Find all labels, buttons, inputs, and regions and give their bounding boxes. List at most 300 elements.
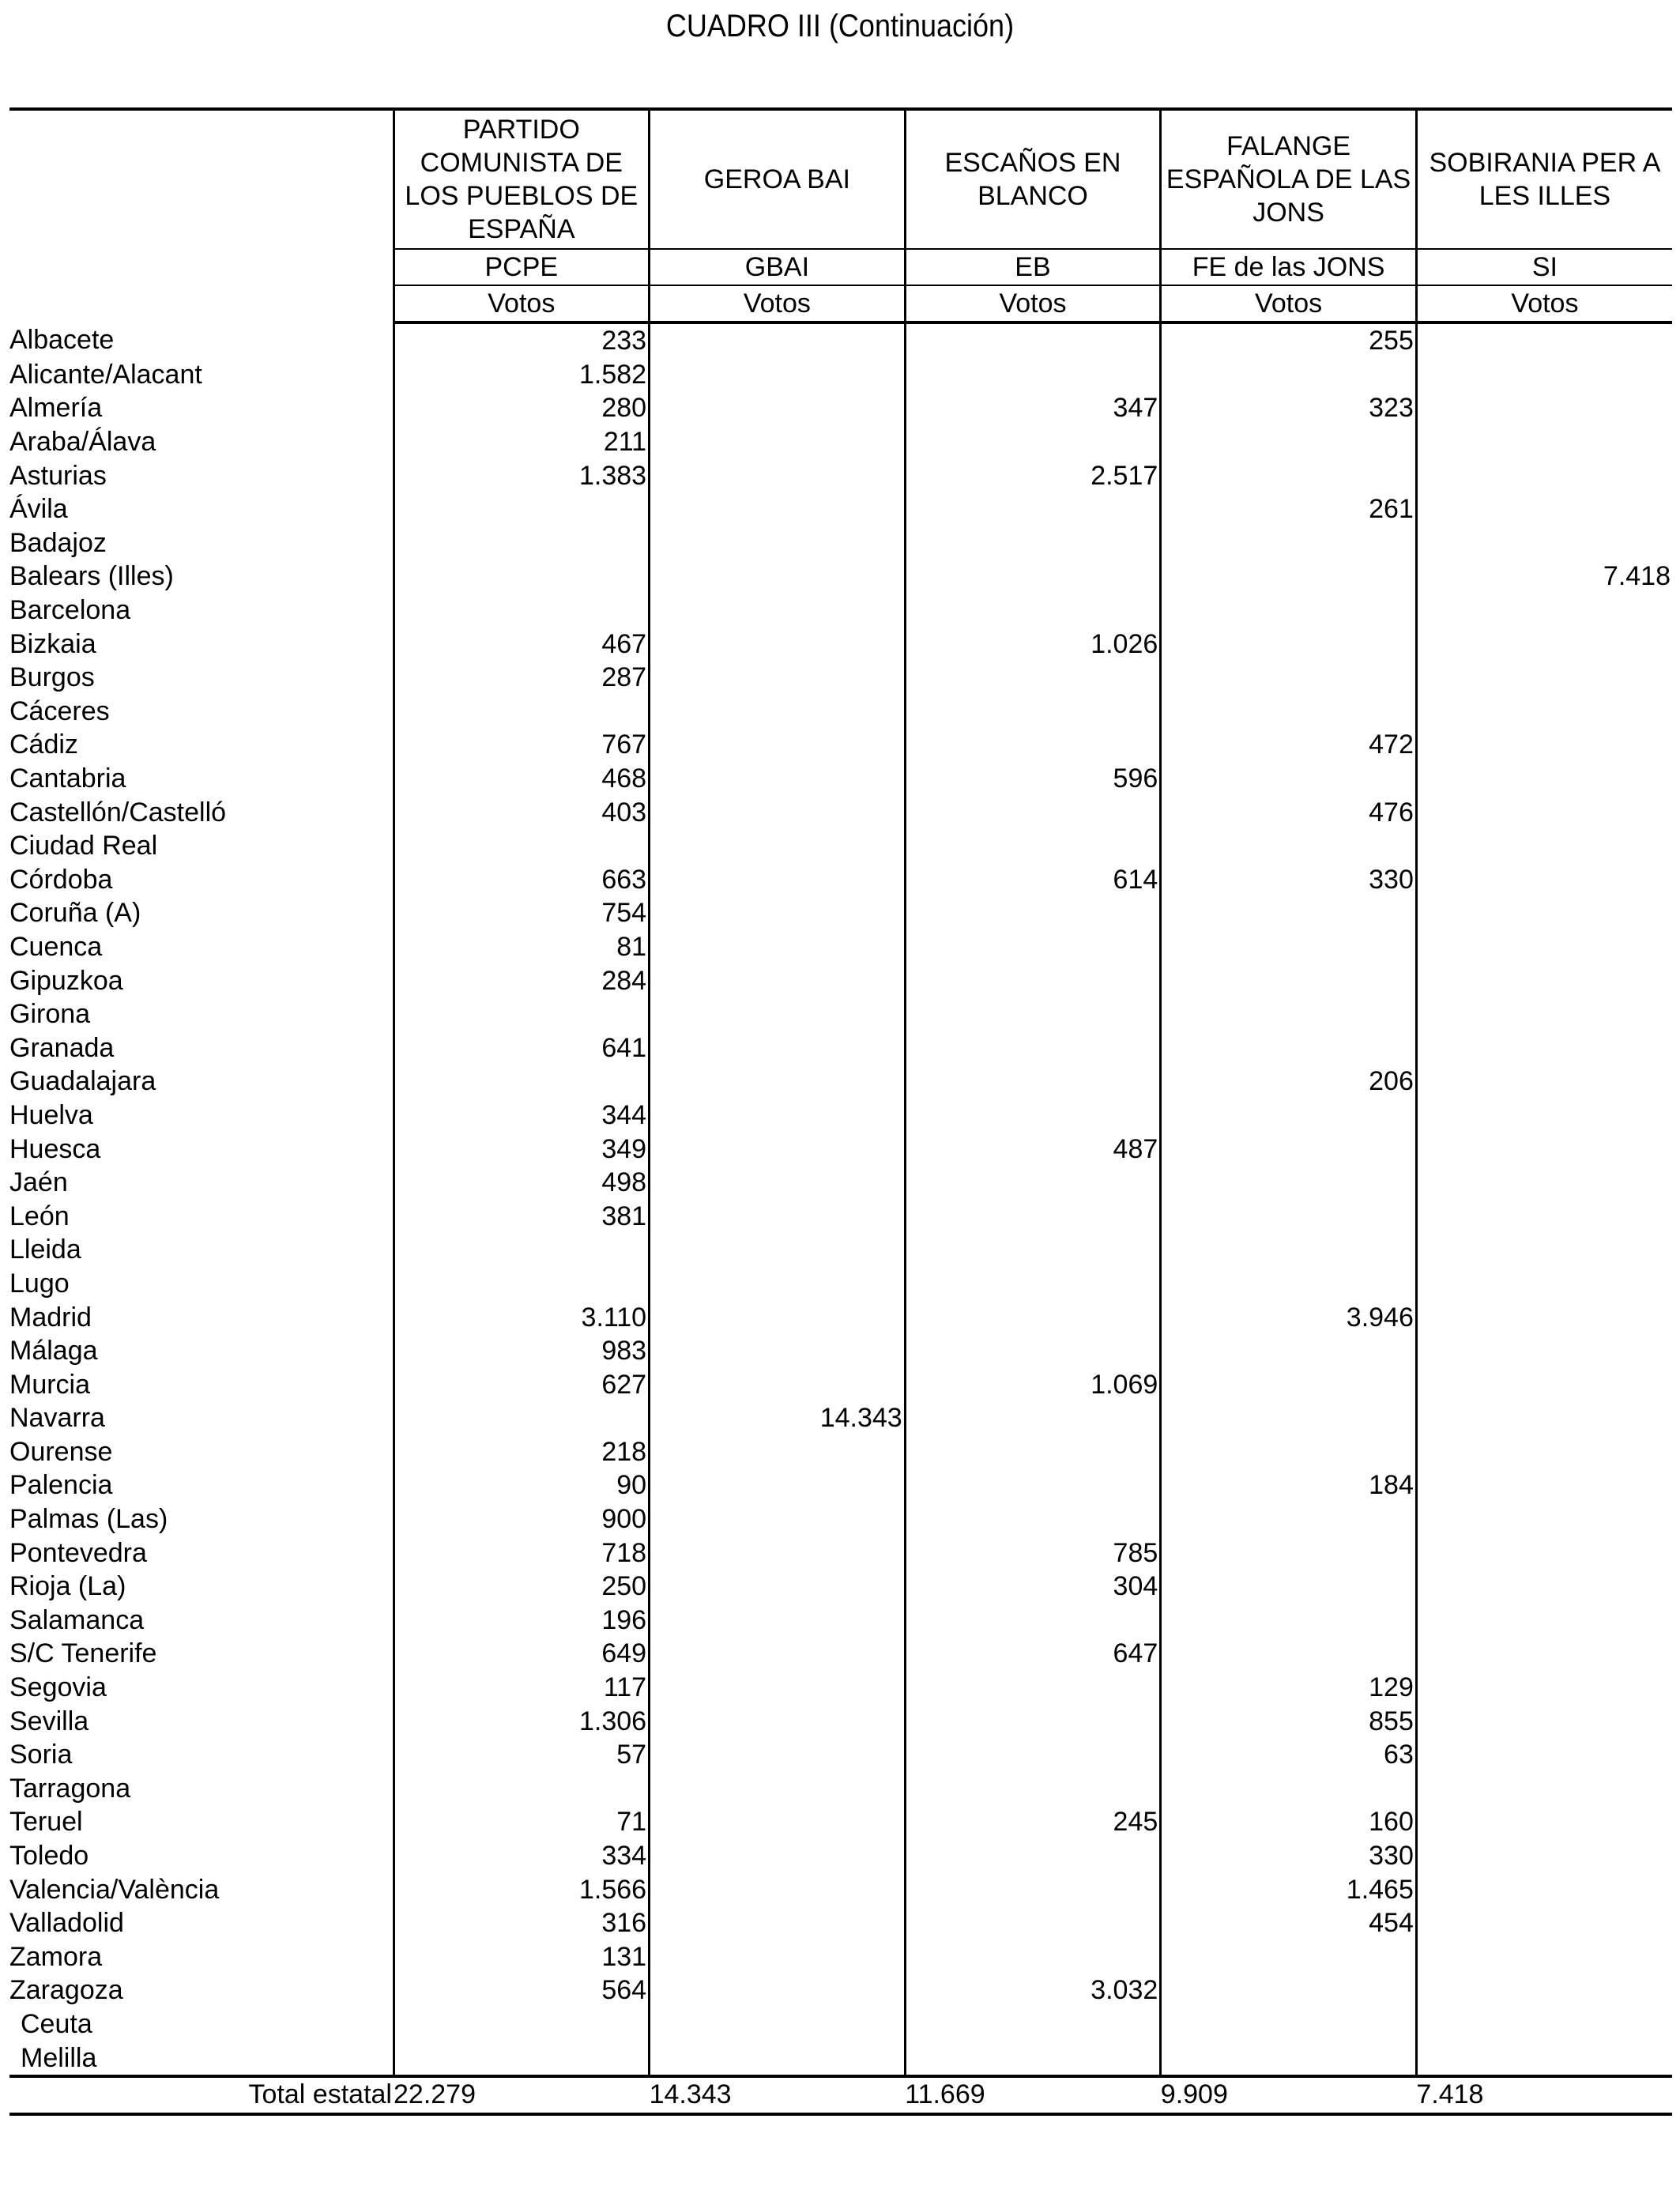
province-name: Melilla <box>21 2042 97 2073</box>
vote-cell: 206 <box>1161 1065 1417 1099</box>
vote-cell: 3.946 <box>1161 1300 1417 1334</box>
vote-cell <box>1161 627 1417 661</box>
total-label: Total estatal <box>9 2076 394 2114</box>
vote-cell <box>1161 358 1417 392</box>
vote-cell <box>1161 762 1417 796</box>
table-row <box>9 1267 1672 1301</box>
vote-cell <box>650 997 906 1031</box>
vote-cell <box>650 896 906 930</box>
vote-cell <box>394 560 650 594</box>
vote-cell <box>1161 1570 1417 1604</box>
vote-cell: 184 <box>1161 1468 1417 1502</box>
province-name: León <box>9 1201 70 1231</box>
province-name: Lugo <box>9 1268 70 1299</box>
vote-cell <box>650 1233 906 1267</box>
table-row <box>9 1031 1672 1065</box>
vote-cell <box>650 1671 906 1705</box>
table-row <box>9 358 1672 392</box>
vote-cell: 323 <box>1161 391 1417 425</box>
vote-cell: 649 <box>394 1637 650 1671</box>
vote-cell <box>650 1367 906 1401</box>
vote-cell: 641 <box>394 1031 650 1065</box>
province-name: Almería <box>9 393 103 424</box>
vote-cell: 403 <box>394 795 650 829</box>
vote-cell <box>1161 1334 1417 1368</box>
table-row <box>9 1435 1672 1469</box>
vote-cell: 347 <box>905 391 1161 425</box>
vote-cell <box>905 963 1161 997</box>
table-row <box>9 1536 1672 1570</box>
vote-cell <box>1161 458 1417 492</box>
province-name: Soria <box>9 1740 73 1770</box>
vote-cell <box>905 526 1161 560</box>
table-row <box>9 795 1672 829</box>
vote-cell: 564 <box>394 1973 650 2007</box>
vote-cell: 1.566 <box>394 1872 650 1906</box>
vote-cell <box>1161 1166 1417 1200</box>
vote-cell <box>1416 1671 1672 1705</box>
vote-cell <box>1161 896 1417 930</box>
vote-cell <box>650 526 906 560</box>
table-row <box>9 1704 1672 1738</box>
vote-cell: 287 <box>394 661 650 695</box>
vote-cell <box>1416 1334 1672 1368</box>
vote-cell <box>394 1267 650 1301</box>
province-name: Ceuta <box>21 2008 92 2039</box>
vote-cell <box>1161 695 1417 729</box>
table-row <box>9 594 1672 628</box>
vote-cell <box>905 1906 1161 1940</box>
vote-cell <box>394 2041 650 2076</box>
vote-cell <box>650 1300 906 1334</box>
vote-cell <box>1161 930 1417 964</box>
vote-cell <box>1161 526 1417 560</box>
vote-cell <box>1416 829 1672 863</box>
vote-cell <box>650 1099 906 1133</box>
vote-cell: 983 <box>394 1334 650 1368</box>
province-name: Balears (Illes) <box>9 561 174 592</box>
vote-cell <box>1161 1233 1417 1267</box>
table-row <box>9 1973 1672 2007</box>
vote-cell <box>1416 492 1672 526</box>
vote-cell: 487 <box>905 1132 1161 1166</box>
vote-cell <box>905 1839 1161 1873</box>
vote-cell: 280 <box>394 391 650 425</box>
vote-cell <box>1416 1839 1672 1873</box>
table-row <box>9 322 1672 358</box>
vote-cell <box>650 1536 906 1570</box>
vote-cell <box>1416 1132 1672 1166</box>
vote-cell <box>650 425 906 459</box>
vote-cell <box>1416 896 1672 930</box>
header-stub <box>9 109 394 249</box>
province-name: Córdoba <box>9 864 113 895</box>
vote-cell <box>1416 1065 1672 1099</box>
vote-cell: 90 <box>394 1468 650 1502</box>
vote-cell: 627 <box>394 1367 650 1401</box>
party-name-header: FALANGE ESPAÑOLA DE LAS JONS <box>1161 109 1417 249</box>
vote-cell: 117 <box>394 1671 650 1705</box>
vote-cell: 330 <box>1161 863 1417 897</box>
table-row <box>9 1099 1672 1133</box>
province-name: Granada <box>9 1032 115 1063</box>
vote-cell <box>905 560 1161 594</box>
province-name: Zaragoza <box>9 1975 123 2006</box>
table-row <box>9 1065 1672 1099</box>
table-row <box>9 896 1672 930</box>
vote-cell <box>1161 661 1417 695</box>
vote-cell: 233 <box>394 322 650 358</box>
vote-cell: 245 <box>905 1805 1161 1839</box>
vote-cell <box>650 1267 906 1301</box>
vote-cell <box>650 1839 906 1873</box>
vote-cell <box>905 1401 1161 1435</box>
vote-cell: 1.582 <box>394 358 650 392</box>
vote-cell: 614 <box>905 863 1161 897</box>
table-row <box>9 997 1672 1031</box>
vote-cell: 472 <box>1161 728 1417 762</box>
vote-cell: 57 <box>394 1738 650 1772</box>
province-name: Huelva <box>9 1099 93 1130</box>
vote-cell <box>1161 1536 1417 1570</box>
vote-cell <box>1161 2007 1417 2041</box>
vote-cell <box>1161 1637 1417 1671</box>
table-row <box>9 458 1672 492</box>
vote-cell <box>650 1772 906 1806</box>
province-name: Cáceres <box>9 696 110 726</box>
vote-cell <box>650 795 906 829</box>
table-row <box>9 963 1672 997</box>
vote-cell <box>905 728 1161 762</box>
province-name: Guadalajara <box>9 1066 156 1097</box>
unit-header-row <box>9 285 1672 322</box>
table-row <box>9 1468 1672 1502</box>
vote-cell <box>650 594 906 628</box>
vote-cell <box>1161 1367 1417 1401</box>
party-name-header: SOBIRANIA PER A LES ILLES <box>1416 109 1672 249</box>
vote-cell <box>650 492 906 526</box>
party-abbr-header: FE de las JONS <box>1161 249 1417 285</box>
vote-cell <box>905 1872 1161 1906</box>
vote-cell <box>650 1637 906 1671</box>
vote-cell <box>1416 391 1672 425</box>
table-row <box>9 1772 1672 1806</box>
vote-cell <box>1416 1906 1672 1940</box>
vote-cell <box>394 492 650 526</box>
vote-cell: 304 <box>905 1570 1161 1604</box>
vote-cell <box>394 829 650 863</box>
vote-cell <box>1416 425 1672 459</box>
vote-cell: 454 <box>1161 1906 1417 1940</box>
vote-cell <box>650 930 906 964</box>
table-row <box>9 425 1672 459</box>
vote-cell <box>905 930 1161 964</box>
vote-cell <box>1161 829 1417 863</box>
table-row <box>9 930 1672 964</box>
vote-cell <box>650 1031 906 1065</box>
province-name: Zamora <box>9 1941 103 1972</box>
vote-cell <box>1161 1772 1417 1806</box>
vote-cell <box>905 1468 1161 1502</box>
vote-cell <box>1416 1805 1672 1839</box>
province-name: Salamanca <box>9 1604 145 1635</box>
vote-cell <box>1161 594 1417 628</box>
vote-cell <box>1416 1401 1672 1435</box>
vote-cell: 767 <box>394 728 650 762</box>
vote-cell <box>1161 425 1417 459</box>
province-name: Girona <box>9 999 91 1030</box>
vote-cell <box>1416 2041 1672 2076</box>
table-body <box>9 322 1672 2076</box>
vote-cell: 900 <box>394 1502 650 1536</box>
vote-cell <box>1416 661 1672 695</box>
table-row <box>9 1233 1672 1267</box>
vote-cell <box>650 829 906 863</box>
vote-cell: 211 <box>394 425 650 459</box>
vote-cell <box>905 1772 1161 1806</box>
total-row <box>9 2076 1672 2114</box>
province-name: Tarragona <box>9 1773 131 1804</box>
table-row <box>9 2041 1672 2076</box>
table-row <box>9 1334 1672 1368</box>
unit-header: Votos <box>905 285 1161 322</box>
party-abbr-header: PCPE <box>394 249 650 285</box>
vote-cell: 160 <box>1161 1805 1417 1839</box>
table-row <box>9 1940 1672 1974</box>
table-row <box>9 1872 1672 1906</box>
table-row <box>9 1300 1672 1334</box>
vote-cell <box>1416 795 1672 829</box>
vote-cell <box>650 1805 906 1839</box>
vote-cell: 330 <box>1161 1839 1417 1873</box>
table-row <box>9 1637 1672 1671</box>
table-row <box>9 1367 1672 1401</box>
vote-cell: 381 <box>394 1199 650 1233</box>
province-name: Cádiz <box>9 729 78 760</box>
province-name: Ourense <box>9 1436 113 1467</box>
vote-cell: 14.343 <box>650 1401 906 1435</box>
vote-cell: 71 <box>394 1805 650 1839</box>
vote-cell <box>905 594 1161 628</box>
vote-cell <box>650 358 906 392</box>
province-name: Barcelona <box>9 595 131 626</box>
vote-cell: 344 <box>394 1099 650 1133</box>
vote-cell <box>905 1099 1161 1133</box>
party-name-header-row <box>9 109 1672 249</box>
vote-cell: 349 <box>394 1132 650 1166</box>
vote-cell <box>650 1065 906 1099</box>
vote-cell <box>905 661 1161 695</box>
province-name: Navarra <box>9 1403 105 1434</box>
vote-cell <box>1416 728 1672 762</box>
vote-cell <box>1416 1435 1672 1469</box>
table-row <box>9 1166 1672 1200</box>
province-name: Sevilla <box>9 1706 89 1736</box>
vote-cell <box>650 1502 906 1536</box>
vote-cell <box>905 1604 1161 1638</box>
vote-cell: 855 <box>1161 1704 1417 1738</box>
vote-cell <box>1161 1502 1417 1536</box>
total-cell: 9.909 <box>1161 2076 1417 2114</box>
header-stub <box>9 285 394 322</box>
vote-cell <box>905 358 1161 392</box>
vote-cell: 316 <box>394 1906 650 1940</box>
vote-cell <box>905 1738 1161 1772</box>
vote-cell <box>394 1401 650 1435</box>
vote-cell: 467 <box>394 627 650 661</box>
vote-cell <box>1416 1570 1672 1604</box>
table-row <box>9 829 1672 863</box>
vote-cell <box>905 795 1161 829</box>
vote-cell <box>1161 1401 1417 1435</box>
province-name: Cuenca <box>9 931 103 962</box>
province-name: Toledo <box>9 1841 89 1872</box>
vote-cell <box>650 1906 906 1940</box>
vote-cell: 196 <box>394 1604 650 1638</box>
vote-cell <box>905 997 1161 1031</box>
vote-cell <box>1416 526 1672 560</box>
province-name: Castellón/Castelló <box>9 797 227 827</box>
vote-cell: 81 <box>394 930 650 964</box>
results-table <box>9 107 1672 2116</box>
vote-cell <box>650 963 906 997</box>
vote-cell <box>650 627 906 661</box>
vote-cell <box>1161 1099 1417 1133</box>
vote-cell <box>1161 1940 1417 1974</box>
vote-cell <box>1416 322 1672 358</box>
table-row <box>9 1671 1672 1705</box>
vote-cell: 754 <box>394 896 650 930</box>
vote-cell <box>1416 1031 1672 1065</box>
party-name-header: GEROA BAI <box>650 109 906 249</box>
vote-cell <box>394 594 650 628</box>
vote-cell <box>1416 2007 1672 2041</box>
vote-cell <box>905 492 1161 526</box>
vote-cell <box>905 695 1161 729</box>
province-name: Segovia <box>9 1672 107 1703</box>
page-title: CUADRO III (Continuación) <box>665 9 1015 43</box>
province-name: Lleida <box>9 1235 81 1265</box>
vote-cell <box>650 1604 906 1638</box>
unit-header: Votos <box>394 285 650 322</box>
total-cell: 22.279 <box>394 2076 650 2114</box>
province-name: Burgos <box>9 662 95 693</box>
vote-cell <box>1161 1973 1417 2007</box>
vote-cell <box>1416 863 1672 897</box>
vote-cell <box>1161 560 1417 594</box>
vote-cell <box>1416 1973 1672 2007</box>
province-name: Ávila <box>9 494 68 525</box>
vote-cell: 334 <box>394 1839 650 1873</box>
party-abbr-header-row <box>9 249 1672 285</box>
vote-cell <box>1416 963 1672 997</box>
vote-cell: 468 <box>394 762 650 796</box>
vote-cell: 1.026 <box>905 627 1161 661</box>
table-row <box>9 1199 1672 1233</box>
vote-cell <box>905 1940 1161 1974</box>
province-name: Coruña (A) <box>9 898 141 929</box>
vote-cell: 3.110 <box>394 1300 650 1334</box>
table-row <box>9 391 1672 425</box>
vote-cell <box>1416 1536 1672 1570</box>
vote-cell <box>650 1199 906 1233</box>
vote-cell <box>905 1199 1161 1233</box>
table-row <box>9 2007 1672 2041</box>
vote-cell <box>905 829 1161 863</box>
vote-cell <box>905 1233 1161 1267</box>
vote-cell: 498 <box>394 1166 650 1200</box>
province-name: Jaén <box>9 1167 68 1198</box>
table-row <box>9 695 1672 729</box>
vote-cell <box>1416 1267 1672 1301</box>
vote-cell <box>1416 930 1672 964</box>
vote-cell <box>650 391 906 425</box>
vote-cell <box>1416 1199 1672 1233</box>
vote-cell <box>394 2007 650 2041</box>
table-row <box>9 1132 1672 1166</box>
vote-cell <box>394 695 650 729</box>
vote-cell <box>650 661 906 695</box>
vote-cell <box>905 2007 1161 2041</box>
vote-cell <box>1416 1940 1672 1974</box>
vote-cell: 1.465 <box>1161 1872 1417 1906</box>
vote-cell <box>650 1435 906 1469</box>
province-name: Albacete <box>9 325 115 356</box>
vote-cell <box>905 1031 1161 1065</box>
total-cell: 7.418 <box>1416 2076 1672 2114</box>
province-name: Alicante/Alacant <box>9 359 202 390</box>
table-row <box>9 1906 1672 1940</box>
vote-cell <box>1416 997 1672 1031</box>
province-name: Palencia <box>9 1470 113 1501</box>
province-name: Teruel <box>9 1807 83 1838</box>
vote-cell: 63 <box>1161 1738 1417 1772</box>
vote-cell <box>1416 1099 1672 1133</box>
vote-cell <box>1161 1199 1417 1233</box>
vote-cell: 250 <box>394 1570 650 1604</box>
province-name: Murcia <box>9 1369 91 1400</box>
province-name: Asturias <box>9 460 107 491</box>
province-name: Badajoz <box>9 527 107 558</box>
table-row <box>9 1401 1672 1435</box>
party-abbr-header: GBAI <box>650 249 906 285</box>
vote-cell <box>650 1334 906 1368</box>
vote-cell <box>1416 1300 1672 1334</box>
vote-cell <box>650 322 906 358</box>
province-name: Rioja (La) <box>9 1571 126 1602</box>
vote-cell: 785 <box>905 1536 1161 1570</box>
vote-cell <box>1161 2041 1417 2076</box>
table-row <box>9 762 1672 796</box>
province-name: Valladolid <box>9 1908 124 1939</box>
table-row <box>9 1502 1672 1536</box>
vote-cell <box>394 1772 650 1806</box>
vote-cell <box>1416 1367 1672 1401</box>
table-row <box>9 1738 1672 1772</box>
province-name: Málaga <box>9 1336 98 1367</box>
vote-cell: 284 <box>394 963 650 997</box>
vote-cell: 647 <box>905 1637 1161 1671</box>
unit-header: Votos <box>1161 285 1417 322</box>
vote-cell <box>905 425 1161 459</box>
vote-cell <box>394 1233 650 1267</box>
vote-cell: 1.069 <box>905 1367 1161 1401</box>
vote-cell <box>905 1065 1161 1099</box>
vote-cell <box>1416 458 1672 492</box>
total-cell: 11.669 <box>905 2076 1161 2114</box>
vote-cell <box>650 1872 906 1906</box>
province-name: Pontevedra <box>9 1537 147 1568</box>
